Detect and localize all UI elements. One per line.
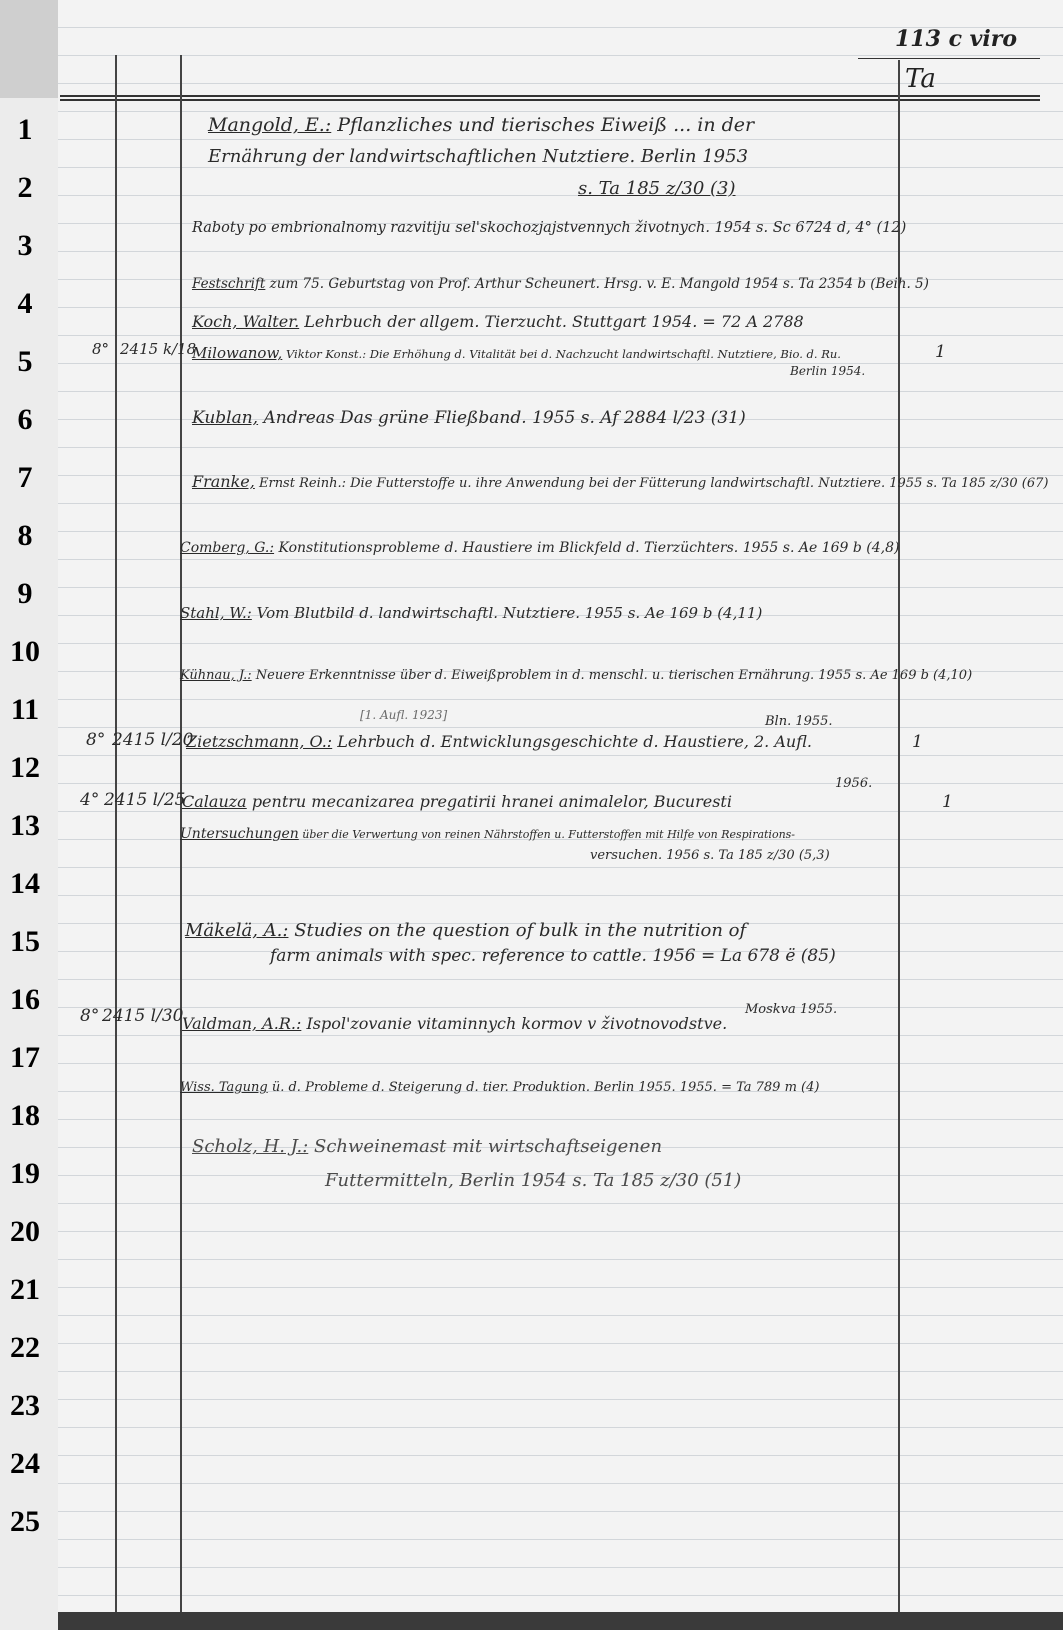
column-rule-format — [115, 55, 117, 1612]
entry-copies: 1 — [935, 342, 946, 362]
row-number: 22 — [10, 1331, 40, 1364]
entry-line — [180, 668, 972, 683]
entry-line — [192, 472, 1049, 491]
row-number: 15 — [10, 925, 40, 958]
entry-author: Milowanow, — [192, 344, 283, 362]
entry-author: Franke, — [192, 472, 255, 491]
row-number: 3 — [17, 229, 33, 262]
header-rule-double — [60, 99, 1040, 101]
entry-title: Lehrbuch d. Entwicklungsgeschichte d. Haustiere, 2. Aufl. — [337, 732, 812, 751]
entry-signature-number: 2415 l/20 — [112, 730, 194, 750]
row-number: 7 — [17, 461, 33, 494]
row-number: 1 — [17, 113, 33, 146]
entry-title: Lehrbuch der allgem. Tierzucht. Stuttgart 1954. = 72 A 2788 — [304, 312, 804, 331]
entry-author: Scholz, H. J.: — [192, 1136, 309, 1157]
entry-place: Berlin 1954. — [790, 364, 866, 378]
entry-author: Festschrift — [192, 276, 266, 292]
row-number: 8 — [17, 519, 33, 552]
entry-line — [192, 276, 929, 292]
entry-title: Konstitutionsprobleme d. Haustiere im Blickfeld d. Tierzüchters. 1955 s. Ae 169 b (4,8) — [278, 540, 900, 556]
row-number: 18 — [10, 1099, 40, 1132]
entry-copies: 1 — [912, 732, 923, 752]
row-number: 9 — [17, 577, 33, 610]
entry-line: versuchen. 1956 s. Ta 185 z/30 (5,3) — [590, 848, 830, 863]
entry-callnumber: s. Ta 185 z/30 (3) — [578, 178, 736, 199]
entry-title: Vom Blutbild d. landwirtschaftl. Nutztiere. 1955 s. Ae 169 b (4,11) — [256, 604, 763, 622]
entry-title: zum 75. Geburtstag von Prof. Arthur Scheunert. Hrsg. v. E. Mangold 1954 s. Ta 2354 b (Beih. 5) — [269, 276, 929, 292]
entry-title: pentru mecanizarea pregatirii hranei animalelor, Bucuresti — [251, 792, 732, 811]
entry-title: Neuere Erkenntnisse über d. Eiweißproblem in d. menschl. u. tierischen Ernährung. 1955 s. Ae 169 b (4,10) — [255, 668, 973, 683]
row-number: 21 — [10, 1273, 40, 1306]
entry-author: Wiss. Tagung — [180, 1080, 268, 1095]
entry-line — [192, 312, 804, 331]
row-number: 5 — [17, 345, 33, 378]
entry-format: 4° — [80, 790, 100, 810]
entry-author: Kühnau, J.: — [180, 668, 252, 683]
row-number: 6 — [17, 403, 33, 436]
entry-note: [1. Aufl. 1923] — [360, 708, 448, 722]
entry-place: Bln. 1955. — [765, 714, 833, 729]
row-number: 13 — [10, 809, 40, 842]
row-number: 23 — [10, 1389, 40, 1422]
gutter-top-block — [0, 0, 58, 98]
row-number: 16 — [10, 983, 40, 1016]
class-mark: Ta — [905, 64, 936, 94]
row-number: 2 — [17, 171, 33, 204]
entry-line — [180, 540, 899, 556]
row-number-gutter — [0, 0, 59, 1630]
entry-line: Futtermitteln, Berlin 1954 s. Ta 185 z/30 (51) — [325, 1170, 742, 1191]
entry-format: 8° — [92, 340, 110, 358]
entry-author: Mäkelä, A.: — [185, 920, 289, 941]
entry-format: 8° — [80, 1006, 100, 1026]
entry-line — [180, 1080, 819, 1095]
entry-author: Comberg, G.: — [180, 540, 275, 556]
entry-author: Kublan, — [192, 408, 259, 428]
entry-line: Ernährung der landwirtschaftlichen Nutztiere. Berlin 1953 — [208, 146, 749, 167]
row-number: 17 — [10, 1041, 40, 1074]
row-number: 14 — [10, 867, 40, 900]
entry-line: Raboty po embrionalnomy razvitiju sel'skochozjajstvennych životnych. 1954 s. Sc 6724 d, 4° (12) — [192, 220, 907, 236]
row-number: 11 — [10, 693, 40, 726]
scan-bottom-edge — [58, 1612, 1063, 1630]
entry-author: Koch, Walter. — [192, 312, 300, 331]
signature-rule — [858, 58, 1040, 59]
entry-author: Untersuchungen — [180, 826, 299, 842]
entry-signature-number: 2415 k/18 — [120, 340, 197, 358]
row-number: 19 — [10, 1157, 40, 1190]
entry-signature-number: 2415 l/25 — [104, 790, 186, 810]
entry-copies: 1 — [942, 792, 953, 812]
entry-title: Andreas Das grüne Fließband. 1955 s. Af 2884 l/23 (31) — [263, 408, 746, 428]
entry-line — [192, 1136, 662, 1157]
entry-line — [192, 408, 746, 428]
row-number: 25 — [10, 1505, 40, 1538]
row-number: 24 — [10, 1447, 40, 1480]
row-number: 12 — [10, 751, 40, 784]
entry-author: Zietzschmann, O.: — [186, 732, 333, 751]
entry-line — [185, 920, 746, 941]
entry-author: Valdman, A.R.: — [182, 1014, 302, 1033]
entry-line — [182, 792, 732, 811]
entry-signature-number: 2415 l/30 — [102, 1006, 184, 1026]
row-number: 10 — [10, 635, 40, 668]
row-number: 4 — [17, 287, 33, 320]
entry-line — [186, 732, 812, 751]
entry-place: 1956. — [835, 776, 873, 791]
entry-format: 8° — [86, 730, 106, 750]
entry-line — [182, 1014, 727, 1033]
entry-title: Studies on the question of bulk in the nutrition of — [294, 920, 747, 941]
entry-author: Mangold, E.: — [208, 114, 332, 136]
entry-title: Ispol'zovanie vitaminnych kormov v životnovodstve. — [306, 1014, 728, 1033]
shelf-signature: 113 c viro — [895, 26, 1018, 52]
entry-title: Schweinemast mit wirtschaftseigenen — [314, 1136, 663, 1157]
entry-line — [208, 114, 754, 136]
entry-title: über die Verwertung von reinen Nährstoffen u. Futterstoffen mit Hilfe von Respirations- — [302, 828, 796, 841]
entry-author: Stahl, W.: — [180, 604, 252, 622]
entry-line: farm animals with spec. reference to cattle. 1956 = La 678 ë (85) — [270, 946, 836, 966]
entry-title: ü. d. Probleme d. Steigerung d. tier. Produktion. Berlin 1955. 1955. = Ta 789 m (4) — [271, 1080, 820, 1095]
entry-line — [192, 344, 841, 362]
header-rule — [60, 95, 1040, 97]
entry-title: Ernst Reinh.: Die Futterstoffe u. ihre Anwendung bei der Fütterung landwirtschaftl. Nutztiere. 1955 s. Ta 185 z/30 (67) — [258, 476, 1049, 491]
row-number: 20 — [10, 1215, 40, 1248]
column-rule-copies — [898, 60, 900, 1612]
entry-title: Pflanzliches und tierisches Eiweiß ... in der — [337, 114, 755, 136]
entry-line — [180, 604, 762, 622]
entry-place: Moskva 1955. — [745, 1002, 838, 1017]
entry-line — [180, 826, 795, 842]
entry-title: Viktor Konst.: Die Erhöhung d. Vitalität bei d. Nachzucht landwirtschaftl. Nutztiere, Bio. d. Ru. — [285, 347, 841, 361]
entry-author: Calauza — [182, 792, 247, 811]
